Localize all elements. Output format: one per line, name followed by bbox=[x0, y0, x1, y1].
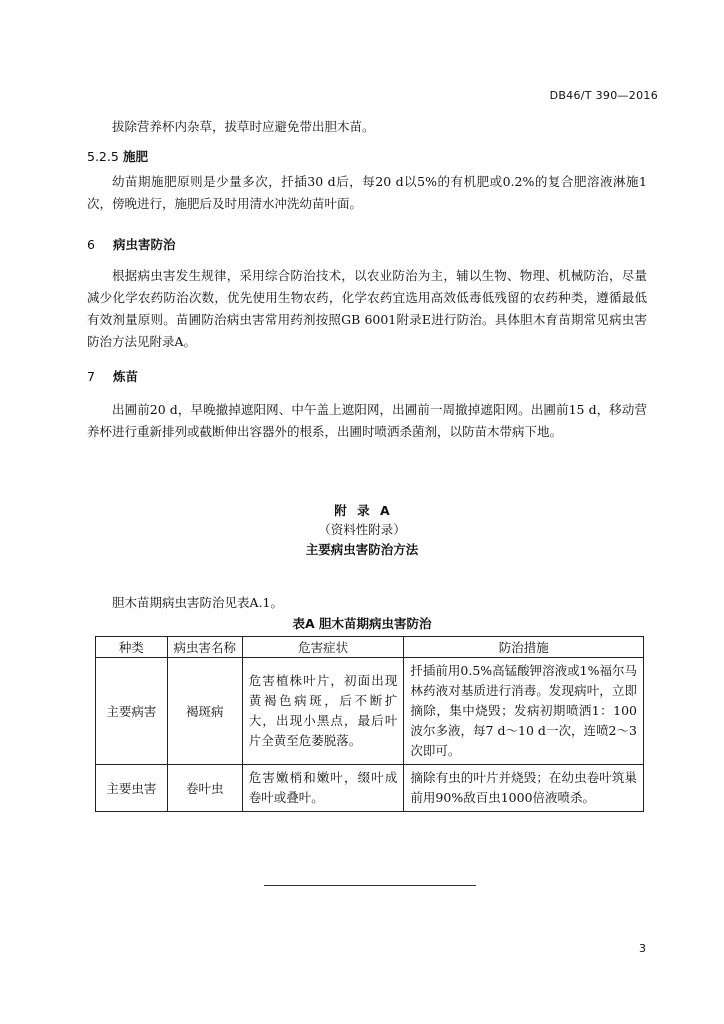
section-title: 施肥 bbox=[123, 149, 149, 164]
page-number: 3 bbox=[639, 942, 646, 955]
document-code: DB46/T 390—2016 bbox=[549, 89, 658, 102]
pest-control-table bbox=[95, 636, 644, 812]
table-header-row bbox=[96, 637, 644, 658]
section-5-2-5-heading bbox=[87, 147, 148, 165]
table-caption: 表A 胆木苗期病虫害防治 bbox=[292, 616, 432, 631]
section-5-2-5-paragraph: 幼苗期施肥原则是少量多次，扦插30 d后，每20 d以5%的有机肥或0.2%的复合肥溶液淋施1次，傍晚进行，施肥后及时用清水冲洗幼苗叶面。 bbox=[87, 174, 647, 211]
column-header-type: 种类 bbox=[96, 637, 168, 658]
section-number: 5.2.5 bbox=[87, 149, 119, 164]
column-header-control: 防治措施 bbox=[404, 637, 644, 658]
table-row bbox=[96, 658, 644, 765]
cell-name: 卷叶虫 bbox=[167, 765, 242, 812]
section-title: 病虫害防治 bbox=[113, 237, 176, 252]
section-6-heading bbox=[87, 235, 176, 253]
cell-control: 摘除有虫的叶片并烧毁；在幼虫卷叶筑巢前用90%敌百虫1000倍液喷杀。 bbox=[404, 765, 644, 812]
appendix-intro: 胆木苗期病虫害防治见表A.1。 bbox=[112, 595, 283, 610]
section-number: 6 bbox=[87, 237, 95, 252]
section-7-paragraph: 出圃前20 d，早晚撤掉遮阳网、中午盖上遮阳网，出圃前一周撤掉遮阳网。出圃前15 d，移动营养杯进行重新排列或截断伸出容器外的根系，出圃时喷洒杀菌剂，以防苗木带病下地。 bbox=[87, 402, 647, 439]
cell-control: 扦插前用0.5%高锰酸钾溶液或1%福尔马林药液对基质进行消毒。发现病叶，立即摘除，集中烧毁；发病初期喷洒1：100波尔多液，每7 d～10 d一次，连喷2～3次即可。 bbox=[404, 658, 644, 765]
appendix-heading: 主要病虫害防治方法 bbox=[305, 542, 419, 557]
appendix-subtitle: （资料性附录） bbox=[318, 522, 406, 537]
cell-type: 主要病害 bbox=[96, 658, 168, 765]
section-7-heading bbox=[87, 367, 138, 385]
column-header-symptom: 危害症状 bbox=[242, 637, 404, 658]
column-header-name: 病虫害名称 bbox=[167, 637, 242, 658]
section-number: 7 bbox=[87, 369, 95, 384]
cell-symptom: 危害嫩梢和嫩叶，缀叶成卷叶或叠叶。 bbox=[242, 765, 404, 812]
table-row bbox=[96, 765, 644, 812]
appendix-title: 附 录 A bbox=[334, 503, 390, 518]
end-divider bbox=[264, 885, 476, 886]
cell-type: 主要虫害 bbox=[96, 765, 168, 812]
cell-name: 褐斑病 bbox=[167, 658, 242, 765]
section-title: 炼苗 bbox=[113, 369, 139, 384]
cell-symptom: 危害植株叶片，初面出现黄褐色病斑，后不断扩大，出现小黑点，最后叶片全黄至危萎脱落。 bbox=[242, 658, 404, 765]
section-6-paragraph: 根据病虫害发生规律，采用综合防治技术，以农业防治为主，辅以生物、物理、机械防治，尽量减少化学农药防治次数，优先使用生物农药，化学农药宜选用高效低毒低残留的农药种类，遵循最低有效剂量原则。苗圃防治病虫害常用药剂按照GB 6001附录E进行防治。具体胆木育苗期常见病虫害防治方法见附录A。 bbox=[87, 268, 647, 349]
weeding-paragraph: 拔除营养杯内杂草，拔草时应避免带出胆木苗。 bbox=[112, 119, 375, 134]
